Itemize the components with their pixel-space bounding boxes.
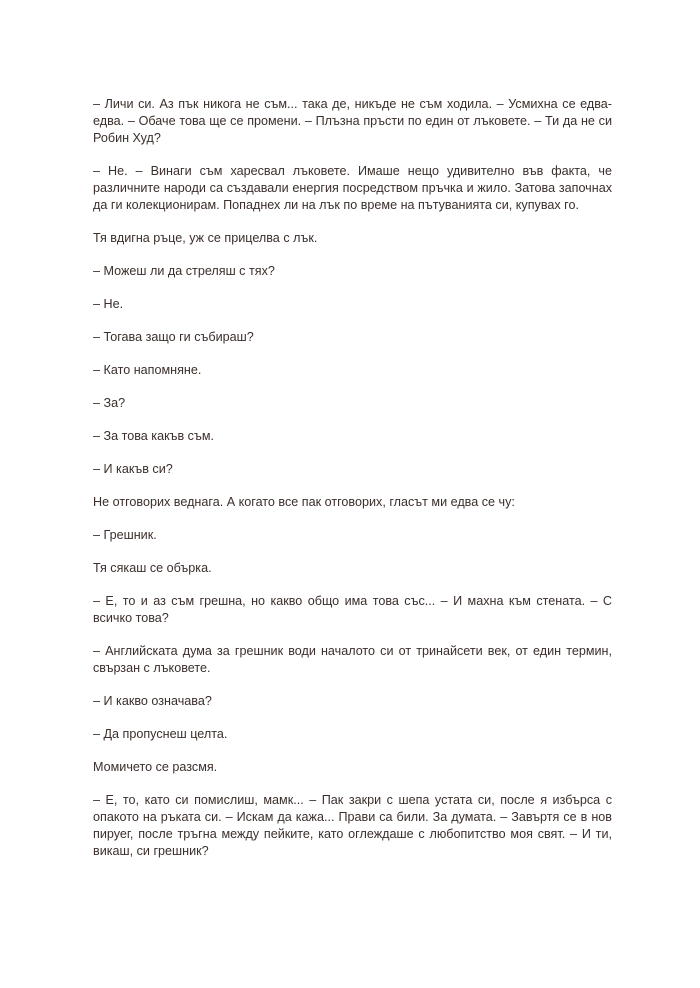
paragraph: Не отговорих веднага. А когато все пак отговорих, гласът ми едва се чу: <box>93 495 515 509</box>
paragraph: – Да пропуснеш целта. <box>93 727 228 741</box>
text-body <box>93 96 612 876</box>
paragraph: – Е, то, като си помислиш, мамк... – Пак закри с шепа устата си, после я избърса с опакото на ръката си. – Искам да кажа... Прави са били. За думата. – Завъртя се в нов пируег, после тръгна между пейките, като оглеждаше с любопитство моя свят. – И ти, викаш, си грешник? <box>93 793 612 858</box>
paragraph: – За? <box>93 396 126 410</box>
paragraph: – Е, то и аз съм грешна, но какво общо има това със... – И махна към стената. – С всичко това? <box>93 594 612 625</box>
paragraph: Тя сякаш се обърка. <box>93 561 212 575</box>
paragraph: – И какъв си? <box>93 462 173 476</box>
paragraph: Момичето се разсмя. <box>93 760 218 774</box>
paragraph: – Не. – Винаги съм харесвал лъковете. Имаше нещо удивително във факта, че различните народи са създавали енергия посредством пръчка и жило. Затова започнах да ги колекционирам. Попаднех ли на лък по време на пътуванията си, купувах го. <box>93 164 612 212</box>
paragraph: – За това какъв съм. <box>93 429 214 443</box>
paragraph: – И какво означава? <box>93 694 212 708</box>
paragraph: – Тогава защо ги събираш? <box>93 330 254 344</box>
paragraph: – Английската дума за грешник води началото си от тринайсети век, от един термин, свързан с лъковете. <box>93 644 612 675</box>
paragraph: – Можеш ли да стреляш с тях? <box>93 264 275 278</box>
paragraph: – Грешник. <box>93 528 157 542</box>
paragraph: Тя вдигна ръце, уж се прицелва с лък. <box>93 231 318 245</box>
paragraph: – Като напомняне. <box>93 363 202 377</box>
paragraph: – Не. <box>93 297 124 311</box>
paragraph: – Личи си. Аз пък никога не съм... така де, никъде не съм ходила. – Усмихна се едва-едва. – Обаче това ще се промени. – Плъзна пръсти по един от лъковете. – Ти да не си Робин Худ? <box>93 97 612 145</box>
